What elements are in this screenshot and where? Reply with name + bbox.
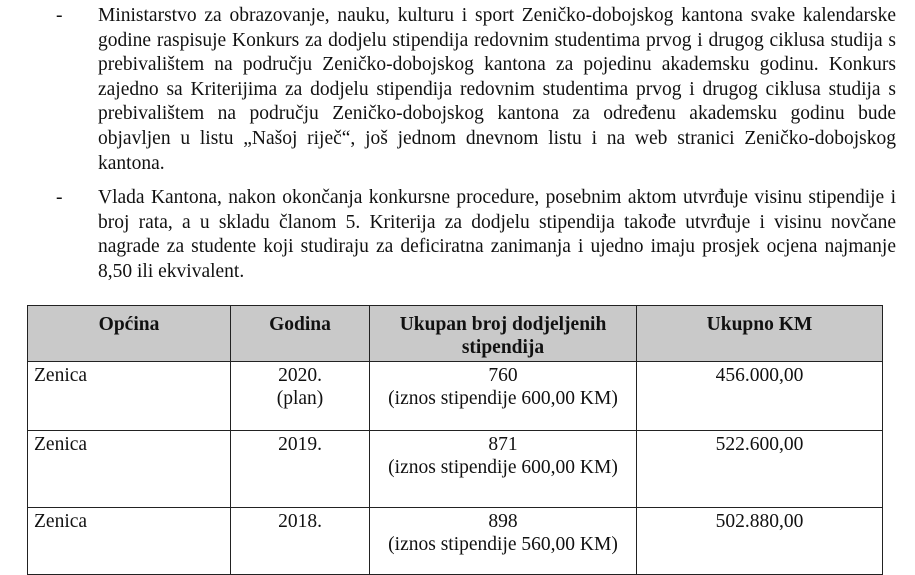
cell-godina	[231, 431, 370, 508]
bullet-item	[56, 4, 896, 176]
cell-opcina: Zenica	[28, 362, 231, 431]
cell-ukupno: 502.880,00	[637, 508, 883, 575]
header-opcina: Općina	[28, 306, 231, 362]
godina-value: 2018.	[278, 511, 322, 532]
table-row	[28, 362, 883, 431]
broj-note: (iznos stipendije 600,00 KM)	[388, 388, 618, 409]
bullet-item	[56, 186, 896, 284]
cell-godina	[231, 508, 370, 575]
broj-note: (iznos stipendije 560,00 KM)	[388, 534, 618, 555]
godina-value: 2020.	[278, 365, 322, 386]
bullet-marker: -	[56, 5, 63, 26]
cell-ukupno: 456.000,00	[637, 362, 883, 431]
cell-broj	[370, 431, 637, 508]
godina-value: 2019.	[278, 434, 322, 455]
table-header-row	[28, 306, 883, 362]
cell-opcina: Zenica	[28, 431, 231, 508]
broj-note: (iznos stipendije 600,00 KM)	[388, 457, 618, 478]
cell-broj	[370, 508, 637, 575]
broj-value: 760	[488, 365, 518, 386]
header-godina: Godina	[231, 306, 370, 362]
godina-note: (plan)	[276, 388, 324, 409]
bullet-list	[56, 4, 896, 285]
table-row	[28, 431, 883, 508]
cell-ukupno: 522.600,00	[637, 431, 883, 508]
cell-broj	[370, 362, 637, 431]
scholarship-table	[27, 305, 883, 575]
bullet-marker: -	[56, 187, 63, 209]
header-broj-stipendija: Ukupan broj dodjeljenih stipendija	[370, 306, 637, 362]
broj-value: 871	[488, 434, 518, 455]
cell-opcina: Zenica	[28, 508, 231, 575]
broj-value: 898	[488, 511, 518, 532]
bullet-text: Vlada Kantona, nakon okončanja konkursne procedure, posebnim aktom utvrđuje visinu stipendije i broj rata, a u skladu članom 5. Kriterija za dodjelu stipendija takođe utvrđuje i visinu novčane nagrade za studente koji studiraju za deficiratna zanimanja i ujedno imaju prosjek ocjena najmanje 8,50 ili ekvivalent.	[98, 187, 896, 282]
header-ukupno-km: Ukupno KM	[637, 306, 883, 362]
bullet-text: Ministarstvo za obrazovanje, nauku, kulturu i sport Zeničko-dobojskog kantona svake kalendarske godine raspisuje Konkurs za dodjelu stipendija redovnim studentima prvog i drugog ciklusa studija s prebivalištem na području Zeničko-dobojskog kantona za pojedinu akademsku godinu. Konkurs zajedno sa Kriterijima za dodjelu stipendija redovnim studentima prvog i drugog ciklusa studija s prebivalištem na području Zeničko-dobojskog kantona za određenu akademsku godinu bude objavljen u listu „Našoj riječ“, još jednom dnevnom listu i na web stranici Zeničko-dobojskog kantona.	[98, 5, 896, 174]
table-row	[28, 508, 883, 575]
cell-godina	[231, 362, 370, 431]
